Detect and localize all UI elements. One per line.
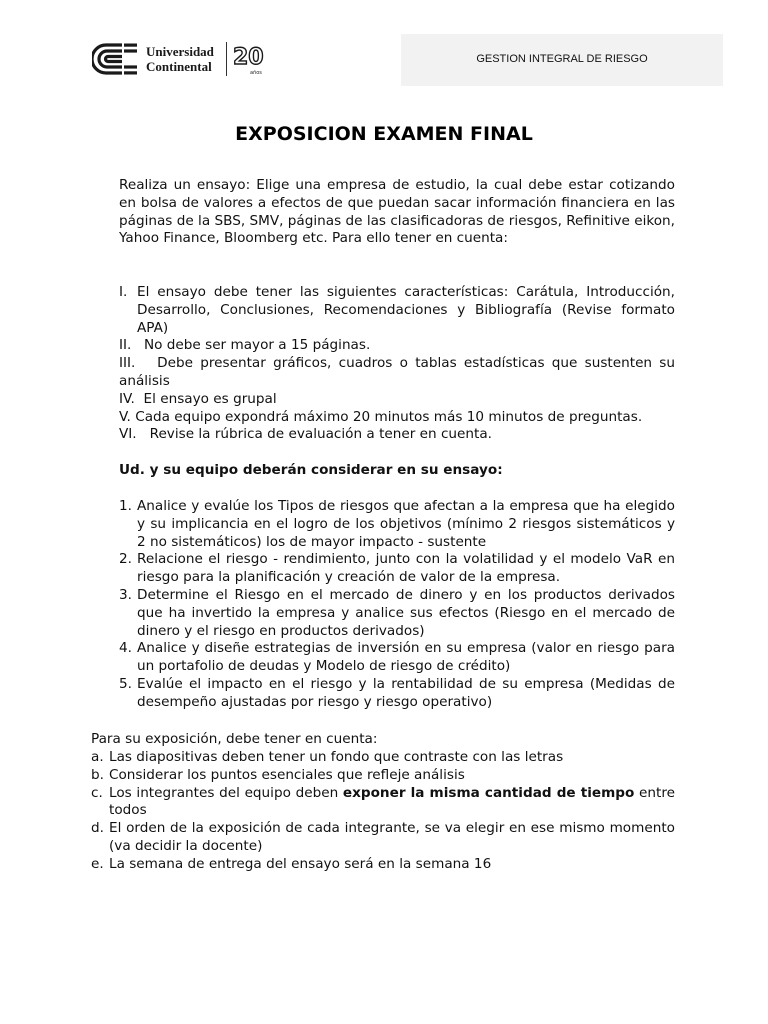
item-number: 2. [119,551,132,568]
item-text: Debe presentar gráficos, cuadros o tablas estadísticas que sustenten su análisis [119,355,675,389]
item-number: III. [119,355,136,372]
list-item [119,391,675,409]
list-item [119,337,675,355]
item-text: Evalúe el impacto en el riesgo y la rentabilidad de su empresa (Medidas de desempeño ajustadas por riesgo y riesgo operativo) [137,675,675,710]
logo-divider [226,42,227,76]
item-text-bold: exponer la misma cantidad de tiempo [342,784,635,801]
item-number: 3. [119,586,132,603]
considerations-list [119,498,675,712]
exposition-list [91,749,675,874]
item-letter: e. [91,855,104,872]
exposition-intro: Para su exposición, debe tener en cuenta: [91,731,378,747]
item-number: V. [119,408,131,425]
list-item [119,587,675,640]
item-number: II. [119,337,132,354]
anniversary-20-icon [232,42,268,76]
anniversary-number: 20 [233,45,264,70]
list-item [119,409,675,427]
document-title: EXPOSICION EXAMEN FINAL [235,123,533,145]
item-letter: c. [91,784,103,801]
item-text: Analice y diseñe estrategias de inversión en su empresa (valor en riesgo para un portafolio de deudas y Modelo de riesgo de crédito) [137,640,675,675]
intro-paragraph: Realiza un ensayo: Elige una empresa de estudio, la cual debe estar cotizando en bolsa de valores a efectos de que puedan sacar información financiera en las páginas de la SBS, SMV, páginas de las clasificadoras de riesgos, Refinitive eikon, Yahoo Finance, Bloomberg etc. Para ello tener en cuenta: [119,177,675,247]
item-text-before: Los integrantes del equipo deben [109,784,343,801]
list-item [119,676,675,712]
item-text: Determine el Riesgo en el mercado de dinero y en los productos derivados que ha invertido la empresa y analice sus efectos (Riesgo en el mercado de dinero y el riesgo en productos derivados) [137,586,675,639]
item-text: Considerar los puntos esenciales que refleje análisis [109,766,465,783]
list-item [119,426,675,444]
list-item [91,749,675,767]
item-text: Revise la rúbrica de evaluación a tener en cuenta. [149,426,493,443]
list-item [91,785,675,821]
item-text-after: entre todos [109,784,675,819]
item-text: Relacione el riesgo - rendimiento, junto con la volatilidad y el modelo VaR en riesgo para la planificación y creación de valor de la empresa. [137,551,675,586]
list-item [119,640,675,676]
anniversary-word: años [250,70,262,76]
course-title: GESTION INTEGRAL DE RIESGO [476,53,648,65]
item-text: Cada equipo expondrá máximo 20 minutos más 10 minutos de preguntas. [135,408,643,425]
item-number: 4. [119,640,132,657]
university-logo [92,42,272,78]
item-text: El orden de la exposición de cada integrante, se va elegir en ese mismo momento (va decidir la docente) [109,820,675,854]
item-text: El ensayo debe tener las siguientes características: Carátula, Introducción, Desarrollo, Conclusiones, Recomendaciones y Bibliografía (Revise formato APA) [137,284,675,336]
continental-c-logo-icon [92,42,140,76]
item-number: 1. [119,498,132,514]
logo-wordmark [146,44,214,74]
item-number: I. [119,284,128,300]
list-item [91,820,675,856]
item-letter: d. [91,820,104,837]
item-text: La semana de entrega del ensayo será en la semana 16 [109,855,492,872]
requirements-list [119,284,675,444]
list-item [119,498,675,551]
course-header-box [401,34,723,86]
item-text: Analice y evalúe los Tipos de riesgos que afectan a la empresa que ha elegido y su implicancia en el logro de los objetivos (mínimo 2 riesgos sistemáticos y 2 no sistemáticos) los de mayor impacto - sustente [137,498,675,550]
item-number: 5. [119,675,132,692]
logo-line-1: Universidad [146,44,214,59]
list-item [119,551,675,587]
list-item [91,856,675,874]
list-item [119,355,675,391]
item-text: El ensayo es grupal [143,390,277,407]
list-item [119,284,675,337]
item-text: No debe ser mayor a 15 páginas. [144,337,371,354]
item-letter: a. [91,749,104,765]
item-number: IV. [119,390,135,407]
item-number: VI. [119,426,137,443]
item-letter: b. [91,766,104,783]
considerations-heading: Ud. y su equipo deberán considerar en su ensayo: [119,462,503,478]
item-text: Las diapositivas deben tener un fondo que contraste con las letras [109,749,564,765]
list-item [91,767,675,785]
logo-line-2: Continental [146,59,212,74]
